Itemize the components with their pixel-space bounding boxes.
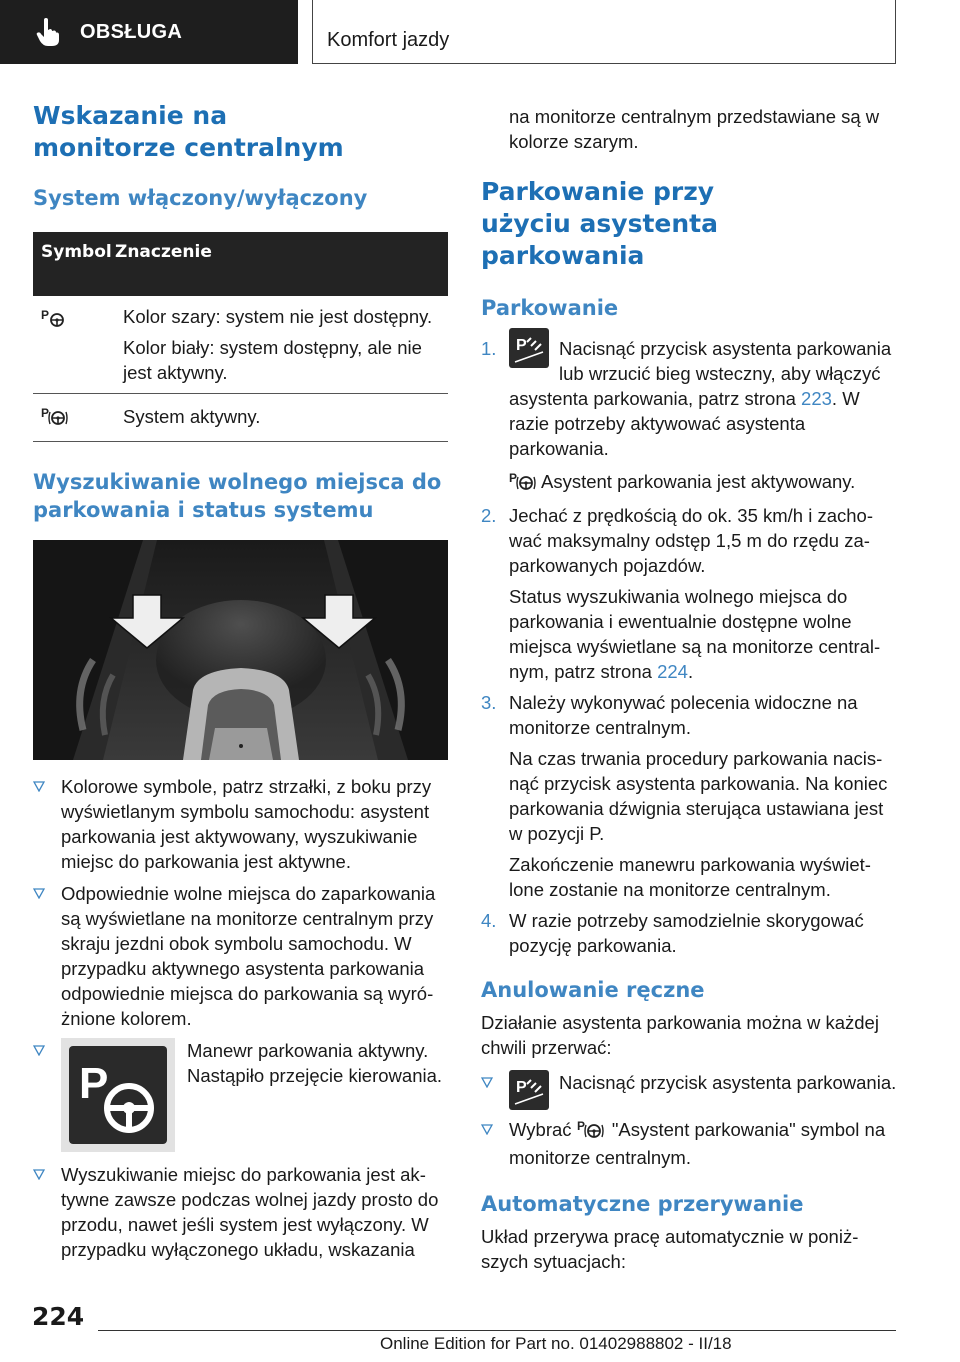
parking-assistant-button-icon xyxy=(509,328,549,368)
parking-assistant-icon xyxy=(41,308,67,332)
footer-divider xyxy=(98,1330,896,1331)
parking-assistant-button-icon xyxy=(509,1070,549,1110)
chapter-title: Komfort jazdy xyxy=(327,29,450,51)
table-row xyxy=(33,296,448,394)
section-tab xyxy=(0,0,298,64)
list-item: Wybrać P "Asystent parkowania" symbol na monitorze centralnym. xyxy=(481,1117,899,1170)
page-number: 224 xyxy=(32,1302,85,1331)
col-symbol: Symbol xyxy=(41,242,112,262)
list-item: 4. W razie potrzeby samodzielnie skorygować pozycję parkowania. xyxy=(481,910,864,956)
triangle-bullet-icon xyxy=(33,1162,61,1262)
svg-text:P: P xyxy=(41,406,50,420)
triangle-bullet-icon xyxy=(33,881,61,1031)
parking-search-illustration xyxy=(33,540,448,760)
svg-text:P: P xyxy=(576,1119,585,1133)
info-bullets xyxy=(33,774,448,1262)
parking-title: Parkowanie przy użyciu asystenta parkowania xyxy=(481,177,718,270)
list-item: Wyszukiwanie miejsc do parkowania jest aktywne zawsze podczas wolnej jazdy prosto do przodu, nawet jeśli system jest wyłączony. W przypadku wyłączonego układu, wskazania xyxy=(33,1162,448,1262)
cancel-text: Działanie asystenta parkowania można w każdej chwili przerwać: xyxy=(481,1012,879,1058)
list-item: 3. Należy wykonywać polecenia widoczne na monitorze centralnym. Na czas trwania procedury parkowania nacisnąć przycisk asystenta parkowania. Na koniec parkowania dźwignia sterująca ustawiana jest w pozycji P. Zakończenie manewru parkowania wyświetlone zostanie na monitorze centralnym. xyxy=(481,692,888,900)
table-header xyxy=(33,232,448,296)
table-row xyxy=(33,394,448,442)
svg-text:P: P xyxy=(509,471,518,485)
continued-text: na monitorze centralnym przedstawiane są w kolorze szarym. xyxy=(509,106,880,152)
meaning-text: Kolor biały: system dostępny, ale nie jest aktywny. xyxy=(123,337,422,383)
page-link-223[interactable]: 223 xyxy=(801,388,832,409)
auto-text: Układ przerywa pracę automatycznie w poniższych sytuacjach: xyxy=(481,1226,859,1272)
list-item: 1. P Nacisnąć przycisk asystenta parkowania lub wrzucić bieg wsteczny, aby włączyć asystenta parkowania, patrz strona 223. W razie potrzeby aktywować asystenta parkowania. P Asystent parkowania jest aktywowany. xyxy=(481,336,899,497)
triangle-bullet-icon xyxy=(481,1117,509,1170)
meaning-text: Kolor szary: system nie jest dostępny. xyxy=(123,306,433,327)
list-item: Kolorowe symbole, patrz strzałki, z boku przy wyświetlanym symbolu samochodu: asystent parkowania jest aktywowany, wyszukiwanie miejsc do parkowania jest aktywne. xyxy=(33,774,448,874)
section-title: Wskazanie na monitorze centralnym xyxy=(33,101,344,162)
svg-text:P: P xyxy=(516,1079,527,1096)
page-link-224[interactable]: 224 xyxy=(657,661,688,682)
parking-assistant-active-icon xyxy=(41,406,71,430)
meaning-text: System aktywny. xyxy=(123,406,261,427)
list-item: P Nacisnąć przycisk asystenta parkowania. xyxy=(481,1070,899,1110)
symbol-table xyxy=(33,232,448,442)
right-column xyxy=(481,100,899,1274)
parking-maneuver-icon xyxy=(61,1038,175,1152)
subtitle-cancel: Anulowanie ręczne xyxy=(481,978,705,1002)
svg-text:P: P xyxy=(516,337,527,354)
parking-assistant-active-icon xyxy=(577,1119,607,1145)
subtitle-auto: Automatyczne przerywanie xyxy=(481,1192,804,1216)
section-label: OBSŁUGA xyxy=(80,20,183,43)
col-meaning: Znaczenie xyxy=(115,242,212,262)
list-item: 2. Jechać z prędkością do ok. 35 km/h i zachować maksymalny odstęp 1,5 m do rzędu zaparkowanych pojazdów. Status wyszukiwania wolnego miejsca do parkowania i ewentualnie dostępne wolne miejsca wyświetlane są na monitorze centralnym, patrz strona 224. xyxy=(481,505,881,682)
edition-text: Online Edition for Part no. 01402988802 - II/18 xyxy=(380,1334,732,1353)
cancel-bullets xyxy=(481,1070,899,1170)
svg-text:P: P xyxy=(79,1059,109,1108)
chapter-header xyxy=(312,0,896,64)
list-item: Odpowiednie wolne miejsca do zaparkowania są wyświetlane na monitorze centralnym przy skraju jezdni obok symbolu samochodu. W przypadku aktywnego asystenta parkowania odpowiednie miejsca do parkowania są wyróżnione kolorem. xyxy=(33,881,448,1031)
triangle-bullet-icon xyxy=(33,1038,61,1061)
left-column xyxy=(33,100,448,1269)
triangle-bullet-icon xyxy=(481,1070,509,1093)
subtitle-system: System włączony/wyłączony xyxy=(33,186,368,210)
hand-pointer-icon xyxy=(36,17,66,47)
parking-steps xyxy=(481,336,899,958)
subtitle-search: Wyszukiwanie wolnego miejsca do parkowania i status systemu xyxy=(33,470,442,522)
parking-assistant-active-icon xyxy=(509,471,541,497)
subtitle-parking: Parkowanie xyxy=(481,296,619,320)
svg-text:P: P xyxy=(41,308,50,322)
triangle-bullet-icon xyxy=(33,774,61,874)
list-item: P Manewr parkowania aktywny. Nastąpiło przejęcie kierowania. xyxy=(33,1038,448,1152)
